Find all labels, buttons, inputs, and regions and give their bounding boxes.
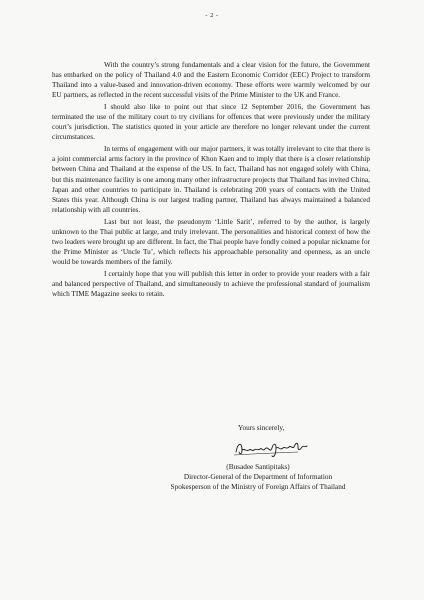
signatory-name: (Busadee Santipitaks) bbox=[226, 463, 290, 471]
page-number: - 2 - bbox=[205, 12, 219, 19]
paragraph-1: With the country’s strong fundamentals and a clear vision for the future, the Government has embarked on the policy of Thailand 4.0 and the Eastern Economic Corridor (EEC) Project to transform Thailand into a value-based and innovation-driven economy. These efforts were warmly welcomed by our EU partners, as reflected in the recent successful visits of the Prime Minister to the UK and France. bbox=[52, 61, 370, 100]
paragraph-3: In terms of engagement with our major partners, it was totally irrelevant to cite that there is a joint commercial arms factory in the province of Khon Kaen and to imply that there is a closer relationship between China and Thailand at the expense of the US. In fact, Thailand has not engaged solely with China, but this maintenance facility is one among many other infrastructure projects that Thailand has invited China, Japan and other countries to participate in. Thailand is celebrating 200 years of contacts with the United States this year. Although China is our largest trading partner, Thailand has always maintained a balanced relationship with all countries. bbox=[52, 145, 370, 214]
paragraph-5: I certainly hope that you will publish this letter in order to provide your readers with a fair and balanced perspective of Thailand, and simultaneously to achieve the professional standard of journalism which TIME Magazine seeks to retain. bbox=[52, 269, 370, 299]
handwritten-signature bbox=[232, 436, 312, 460]
paragraph-4: Last but not least, the pseudonym ‘Little Sarit’, referred to by the author, is largely unknown to the Thai public at large, and truly irrelevant. The personalities and historical context of how the two leaders were brought up are different. In fact, the Thai people have fondly coined a popular nickname for the Prime Minister as ‘Uncle Tu’, which reflects his approachable personality and openness, as an uncle would be towards members of the family. bbox=[52, 217, 370, 266]
signatory-title-2: Spokesperson of the Ministry of Foreign Affairs of Thailand bbox=[170, 483, 346, 491]
closing-salutation: Yours sincerely, bbox=[238, 424, 285, 432]
signatory-title: Director-General of the Department of Information bbox=[183, 473, 333, 481]
letter-body bbox=[52, 60, 370, 301]
paragraph-2: I should also like to point out that since 12 September 2016, the Government has terminated the use of the military court to try civilians for offences that were previously under the military court’s jurisdiction. The statistics quoted in your article are therefore no longer relevant under the current circumstances. bbox=[52, 103, 370, 142]
